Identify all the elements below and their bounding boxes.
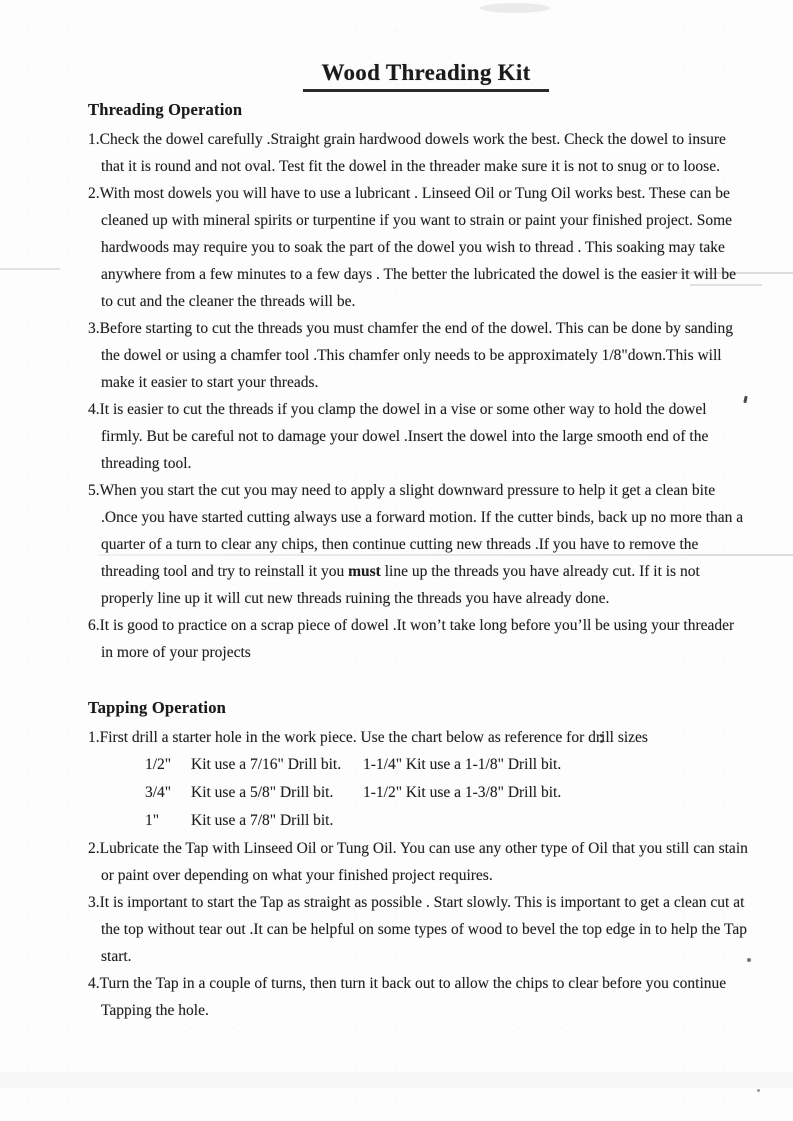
list-item-threading-2: 2.With most dowels you will have to use a lubricant . Linseed Oil or Tung Oil works best. These can be cleaned up with mineral spirits or turpentine if you want to strain or paint your finished project. Some hardwoods may require you to soak the part of the dowel you wish to thread . This soaking may take anywhere from a few minutes to a few days . The better the lubricated the dowel is the easier it will be to cut and the cleaner the threads will be. bbox=[88, 185, 736, 310]
item-text: 5.When you start the cut you may need to apply a slight downward pressure to help it get a clean bite .Once you have started cutting always use a forward motion. If the cutter binds, back up no more than a quarter of a turn to clear any chips, then continue cutting new threads .If you have to remove the threading tool and try to reinstall it you bbox=[88, 482, 744, 580]
scan-artifact-band bbox=[0, 1072, 793, 1088]
list-item-threading-6: 6.It is good to practice on a scrap piece of dowel .It won’t take long before you’ll be using your threader in more of your projects bbox=[88, 617, 735, 661]
chart-row bbox=[145, 779, 748, 807]
list-item-threading-5 bbox=[88, 477, 748, 612]
chart-cell-right: 1-1/4" Kit use a 1-1/8" Drill bit. bbox=[363, 756, 562, 773]
chart-cell-right: 1-1/2" Kit use a 1-3/8" Drill bit. bbox=[363, 784, 562, 801]
list-item-threading-3: 3.Before starting to cut the threads you must chamfer the end of the dowel. This can be done by sanding the dowel or using a chamfer tool .This chamfer only needs to be approximately 1/8"down.This will make it easier to start your threads. bbox=[88, 320, 733, 391]
chart-cell-left bbox=[145, 751, 363, 779]
kit-size: 3/4" bbox=[145, 784, 172, 801]
kit-drill-text: Kit use a 7/8" Drill bit. bbox=[191, 812, 334, 829]
chart-cell-left bbox=[145, 807, 363, 835]
list-item-tapping-4: 4.Turn the Tap in a couple of turns, then turn it back out to allow the chips to clear before you continue Tapping the hole. bbox=[88, 975, 727, 1019]
kit-size: 1/2" bbox=[145, 756, 172, 773]
chart-cell-left bbox=[145, 779, 363, 807]
title-block bbox=[88, 0, 748, 86]
scan-artifact-line bbox=[0, 268, 60, 270]
kit-drill-text: Kit use a 5/8" Drill bit. bbox=[191, 784, 334, 801]
list-item-tapping-3: 3.It is important to start the Tap as straight as possible . Start slowly. This is important to get a clean cut at the top without tear out .It can be helpful on some types of wood to bevel the top edge in to help the Tap start. bbox=[88, 894, 748, 965]
list-item-threading-4: 4.It is easier to cut the threads if you clamp the dowel in a vise or some other way to hold the dowel firmly. But be careful not to damage your dowel .Insert the dowel into the large smooth end of the threading tool. bbox=[88, 401, 709, 472]
item-text: line up the threads you have already cut. If it is not properly line up it will cut new threads ruining the threads you have already done. bbox=[101, 563, 700, 607]
threading-section-heading: Threading Operation bbox=[88, 100, 243, 119]
scan-speck bbox=[757, 1089, 760, 1092]
list-item-threading-1: 1.Check the dowel carefully .Straight grain hardwood dowels work the best. Check the dowel to insure that it is round and not oval. Test fit the dowel in the threader make sure it is not to snug or to loose. bbox=[88, 131, 726, 175]
kit-size: 1" bbox=[145, 812, 160, 829]
drill-size-chart bbox=[88, 751, 748, 835]
kit-drill-text: Kit use a 7/16" Drill bit. bbox=[191, 756, 342, 773]
document-title: Wood Threading Kit bbox=[303, 60, 548, 92]
document-body bbox=[88, 0, 748, 1024]
list-item-tapping-2: 2.Lubricate the Tap with Linseed Oil or Tung Oil. You can use any other type of Oil that you still can stain or paint over depending on what your finished project requires. bbox=[88, 840, 748, 884]
chart-row bbox=[145, 751, 748, 779]
bold-word-must: must bbox=[348, 563, 381, 580]
list-item-tapping-1: 1.First drill a starter hole in the work piece. Use the chart below as reference for drill sizes bbox=[88, 729, 648, 746]
chart-row bbox=[145, 807, 748, 835]
tapping-section-heading: Tapping Operation bbox=[88, 698, 227, 717]
